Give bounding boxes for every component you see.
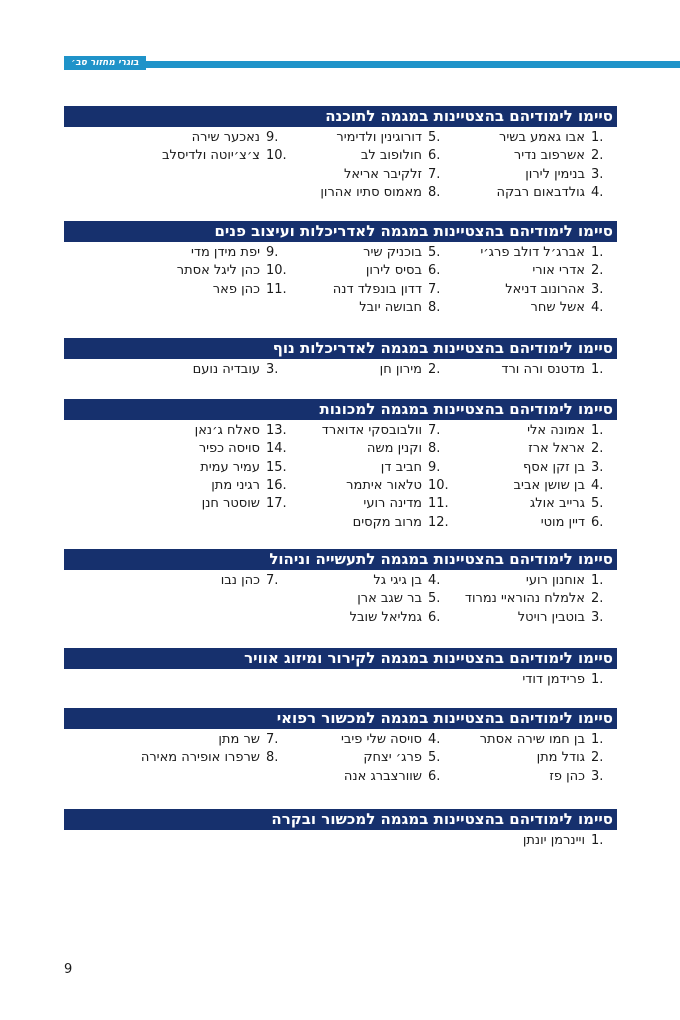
graduate-name: אהרונוב דניאל — [505, 281, 585, 297]
list-item — [132, 495, 290, 513]
list-item — [294, 184, 452, 202]
item-number: 5. — [591, 496, 604, 512]
list-item — [132, 262, 290, 280]
item-number: 8. — [428, 441, 441, 457]
list-item — [132, 422, 290, 440]
list-item — [457, 572, 615, 590]
item-number: 1. — [591, 573, 604, 588]
list-item — [294, 731, 452, 749]
graduate-name: חביב דן — [380, 459, 422, 475]
top-color-strip — [64, 61, 680, 68]
item-number: 8. — [428, 184, 441, 200]
section — [64, 648, 617, 691]
list-item — [294, 422, 452, 440]
list-item — [132, 572, 290, 590]
graduate-name: חולופוב לב — [360, 148, 422, 164]
graduate-list — [64, 729, 617, 788]
section — [64, 399, 617, 534]
graduate-name: דורוגינין ולדימיר — [336, 130, 422, 145]
list-item — [132, 244, 290, 262]
section-title: סיימו לימודיהם בהצטיינות במגמה למכשור רפואי — [64, 708, 617, 729]
item-number: 2. — [591, 750, 604, 766]
graduate-name: גולדבאום רבקה — [496, 184, 585, 200]
item-number: 2. — [591, 148, 604, 164]
list-item — [132, 749, 290, 767]
graduate-list — [64, 127, 617, 204]
item-number: 6. — [428, 148, 441, 164]
item-number: 3. — [591, 459, 604, 475]
graduate-name: בן זקן אסף — [522, 459, 585, 475]
list-item — [457, 590, 615, 608]
item-number: 7. — [428, 166, 441, 182]
list-item — [294, 440, 452, 458]
graduate-name: וקנין משה — [366, 441, 422, 457]
item-number: 6. — [428, 263, 441, 279]
item-number: 3. — [591, 768, 604, 784]
graduate-name: בנימין לירון — [525, 166, 585, 182]
graduate-name: גודל מתן — [536, 750, 585, 766]
item-number: 5. — [428, 591, 441, 607]
graduate-name: אוחנון רועי — [525, 573, 585, 588]
list-item — [294, 590, 452, 608]
list-item — [294, 459, 452, 477]
graduate-name: בסיס לירון — [365, 263, 422, 279]
graduate-name: בוטבין רויטל — [517, 609, 585, 625]
list-item — [457, 768, 615, 786]
graduate-name: עובדיה נועם — [192, 362, 260, 377]
graduate-list — [64, 359, 617, 381]
list-item — [294, 244, 452, 262]
list-item — [294, 147, 452, 165]
item-number: 10. — [266, 148, 287, 164]
graduate-name: מדטנס ורה ורד — [501, 362, 585, 377]
section-title: סיימו לימודיהם בהצטיינות במגמה למכונות — [64, 399, 617, 420]
item-number: 3. — [591, 166, 604, 182]
section — [64, 809, 617, 852]
item-number: 6. — [428, 609, 441, 625]
item-number: 9. — [266, 245, 279, 260]
graduate-name: דיין מוטי — [540, 514, 585, 530]
item-number: 2. — [591, 591, 604, 607]
graduate-name: פרג׳ יצחק — [363, 750, 422, 766]
graduate-name: זלקיבר אריאל — [343, 166, 422, 182]
item-number: 10. — [428, 477, 449, 493]
item-number: 9. — [266, 130, 279, 145]
item-number: 2. — [591, 263, 604, 279]
item-number: 1. — [591, 423, 604, 438]
section-title: סיימו לימודיהם בהצטיינות במגמה לאדריכלות נוף — [64, 338, 617, 359]
section — [64, 338, 617, 381]
list-item — [457, 299, 615, 317]
graduate-name: כהן נבו — [220, 573, 260, 588]
item-number: 13. — [266, 423, 287, 438]
item-number: 8. — [428, 299, 441, 315]
graduate-name: סויסה כפיר — [198, 441, 260, 457]
section — [64, 221, 617, 319]
item-number: 3. — [266, 362, 279, 377]
list-item — [294, 299, 452, 317]
section-title: סיימו לימודיהם בהצטיינות במגמה לתעשייה וניהול — [64, 549, 617, 570]
graduate-name: צ׳צ׳יוטה ולדיסלב — [161, 148, 260, 164]
item-number: 11. — [428, 496, 449, 512]
list-item — [457, 832, 615, 850]
graduate-name: גרייב אולג — [529, 496, 585, 512]
list-item — [132, 361, 290, 379]
item-number: 2. — [591, 441, 604, 457]
list-item — [457, 514, 615, 532]
graduate-name: עמיר עמית — [200, 459, 260, 475]
list-item — [457, 166, 615, 184]
list-item — [132, 477, 290, 495]
item-number: 1. — [591, 732, 604, 747]
graduate-name: טלאור איתמר — [346, 477, 422, 493]
item-number: 6. — [591, 514, 604, 530]
graduate-name: מאמוס סתיו אהרון — [320, 184, 422, 200]
list-item — [294, 749, 452, 767]
graduate-name: בן שושן אביב — [513, 477, 585, 493]
item-number: 9. — [428, 459, 441, 475]
item-number: 15. — [266, 459, 287, 475]
item-number: 6. — [428, 768, 441, 784]
list-item — [457, 609, 615, 627]
graduate-name: בר שגב ארן — [357, 591, 422, 607]
list-item — [294, 609, 452, 627]
list-item — [294, 495, 452, 513]
item-number: 14. — [266, 441, 287, 457]
item-number: 1. — [591, 130, 604, 145]
list-item — [457, 440, 615, 458]
graduate-list — [64, 570, 617, 629]
graduate-name: ויינרמן יונתן — [522, 833, 585, 848]
graduate-name: פרידמן דודי — [522, 672, 585, 687]
list-item — [457, 281, 615, 299]
graduate-name: שר מתן — [218, 732, 260, 747]
item-number: 5. — [428, 750, 441, 766]
item-number: 16. — [266, 477, 287, 493]
graduate-name: כהן פז — [549, 768, 585, 784]
graduate-name: מירון חן — [379, 362, 422, 377]
graduate-name: בן גיגי גל — [373, 573, 422, 588]
list-item — [294, 514, 452, 532]
graduate-name: אשרפוב נדיר — [513, 148, 585, 164]
list-item — [294, 129, 452, 147]
list-item — [457, 749, 615, 767]
graduate-name: נאכער שירה — [191, 130, 260, 145]
graduate-list — [64, 420, 617, 534]
list-item — [294, 768, 452, 786]
list-item — [457, 459, 615, 477]
item-number: 12. — [428, 514, 449, 530]
list-item — [294, 477, 452, 495]
graduate-name: אברג׳ל דולב פרג׳י — [480, 245, 585, 260]
item-number: 1. — [591, 245, 604, 260]
graduate-name: מרוב מקסים — [352, 514, 422, 530]
graduate-name: שרפרו אופירה מאירה — [140, 750, 260, 766]
graduate-name: סאלח ג׳נאן — [194, 423, 260, 438]
list-item — [132, 281, 290, 299]
list-item — [457, 244, 615, 262]
list-item — [132, 731, 290, 749]
section-title: סיימו לימודיהם בהצטיינות במגמה לאדריכלות ועיצוב פנים — [64, 221, 617, 242]
item-number: 7. — [266, 573, 279, 588]
item-number: 10. — [266, 263, 287, 279]
item-number: 8. — [266, 750, 279, 766]
graduate-list — [64, 242, 617, 319]
graduate-name: דדון בונפלד דנה — [332, 281, 422, 297]
list-item — [294, 166, 452, 184]
section-title: סיימו לימודיהם בהצטיינות במגמה למכשור ובקרה — [64, 809, 617, 830]
graduate-name: חבושה יובל — [359, 299, 422, 315]
item-number: 7. — [266, 732, 279, 747]
section-title: סיימו לימודיהם בהצטיינות במגמה לקירור ומיזוג אוויר — [64, 648, 617, 669]
list-item — [457, 147, 615, 165]
list-item — [457, 731, 615, 749]
graduate-name: אבו גאמע בשיר — [499, 130, 585, 145]
list-item — [457, 184, 615, 202]
list-item — [457, 671, 615, 689]
list-item — [457, 129, 615, 147]
graduate-name: שוורצברג אנה — [343, 768, 422, 784]
list-item — [457, 477, 615, 495]
graduate-name: כהן ליגל אסתר — [176, 263, 260, 279]
item-number: 1. — [591, 362, 604, 377]
graduate-name: וולבובסקי אדוארד — [321, 423, 422, 438]
graduate-name: מדינה רועי — [363, 496, 422, 512]
item-number: 3. — [591, 281, 604, 297]
graduate-name: בוכניק שיר — [363, 245, 422, 260]
graduate-name: בן חמו שירה אסתר — [479, 732, 585, 747]
list-item — [457, 422, 615, 440]
list-item — [294, 572, 452, 590]
page-number: 9 — [64, 962, 73, 977]
list-item — [132, 147, 290, 165]
item-number: 4. — [591, 184, 604, 200]
item-number: 7. — [428, 423, 441, 438]
section-title: סיימו לימודיהם בהצטיינות במגמה לתוכנה — [64, 106, 617, 127]
list-item — [294, 262, 452, 280]
item-number: 4. — [428, 732, 441, 747]
graduate-name: אדרי אורי — [532, 263, 585, 279]
item-number: 1. — [591, 672, 604, 687]
graduate-list — [64, 669, 617, 691]
item-number: 4. — [428, 573, 441, 588]
item-number: 17. — [266, 496, 287, 512]
graduate-name: גמליאל שובל — [349, 609, 422, 625]
graduate-name: אשל שחר — [530, 299, 585, 315]
item-number: 1. — [591, 833, 604, 848]
section — [64, 549, 617, 629]
graduate-name: סויסה שלי פיבי — [340, 732, 422, 747]
item-number: 2. — [428, 362, 441, 377]
item-number: 3. — [591, 609, 604, 625]
graduate-name: אראל ארז — [528, 441, 585, 457]
item-number: 5. — [428, 245, 441, 260]
list-item — [132, 129, 290, 147]
section — [64, 106, 617, 204]
header-tab: בוגרי מחזור סב׳ — [64, 56, 146, 70]
section — [64, 708, 617, 788]
list-item — [132, 440, 290, 458]
item-number: 5. — [428, 130, 441, 145]
graduate-name: אמונה אלי — [527, 423, 585, 438]
list-item — [457, 262, 615, 280]
graduate-name: שוסטר חנן — [201, 496, 260, 512]
graduate-list — [64, 830, 617, 852]
item-number: 7. — [428, 281, 441, 297]
graduate-name: כהן פאר — [212, 281, 260, 297]
list-item — [294, 361, 452, 379]
list-item — [457, 361, 615, 379]
item-number: 11. — [266, 281, 287, 297]
item-number: 4. — [591, 299, 604, 315]
graduate-name: רגיני מתן — [211, 477, 260, 493]
graduate-name: אלמלח נהוראיי נמרוד — [464, 591, 585, 607]
graduate-name: יפת מידן מדי — [190, 245, 260, 260]
list-item — [294, 281, 452, 299]
item-number: 4. — [591, 477, 604, 493]
list-item — [132, 459, 290, 477]
list-item — [457, 495, 615, 513]
